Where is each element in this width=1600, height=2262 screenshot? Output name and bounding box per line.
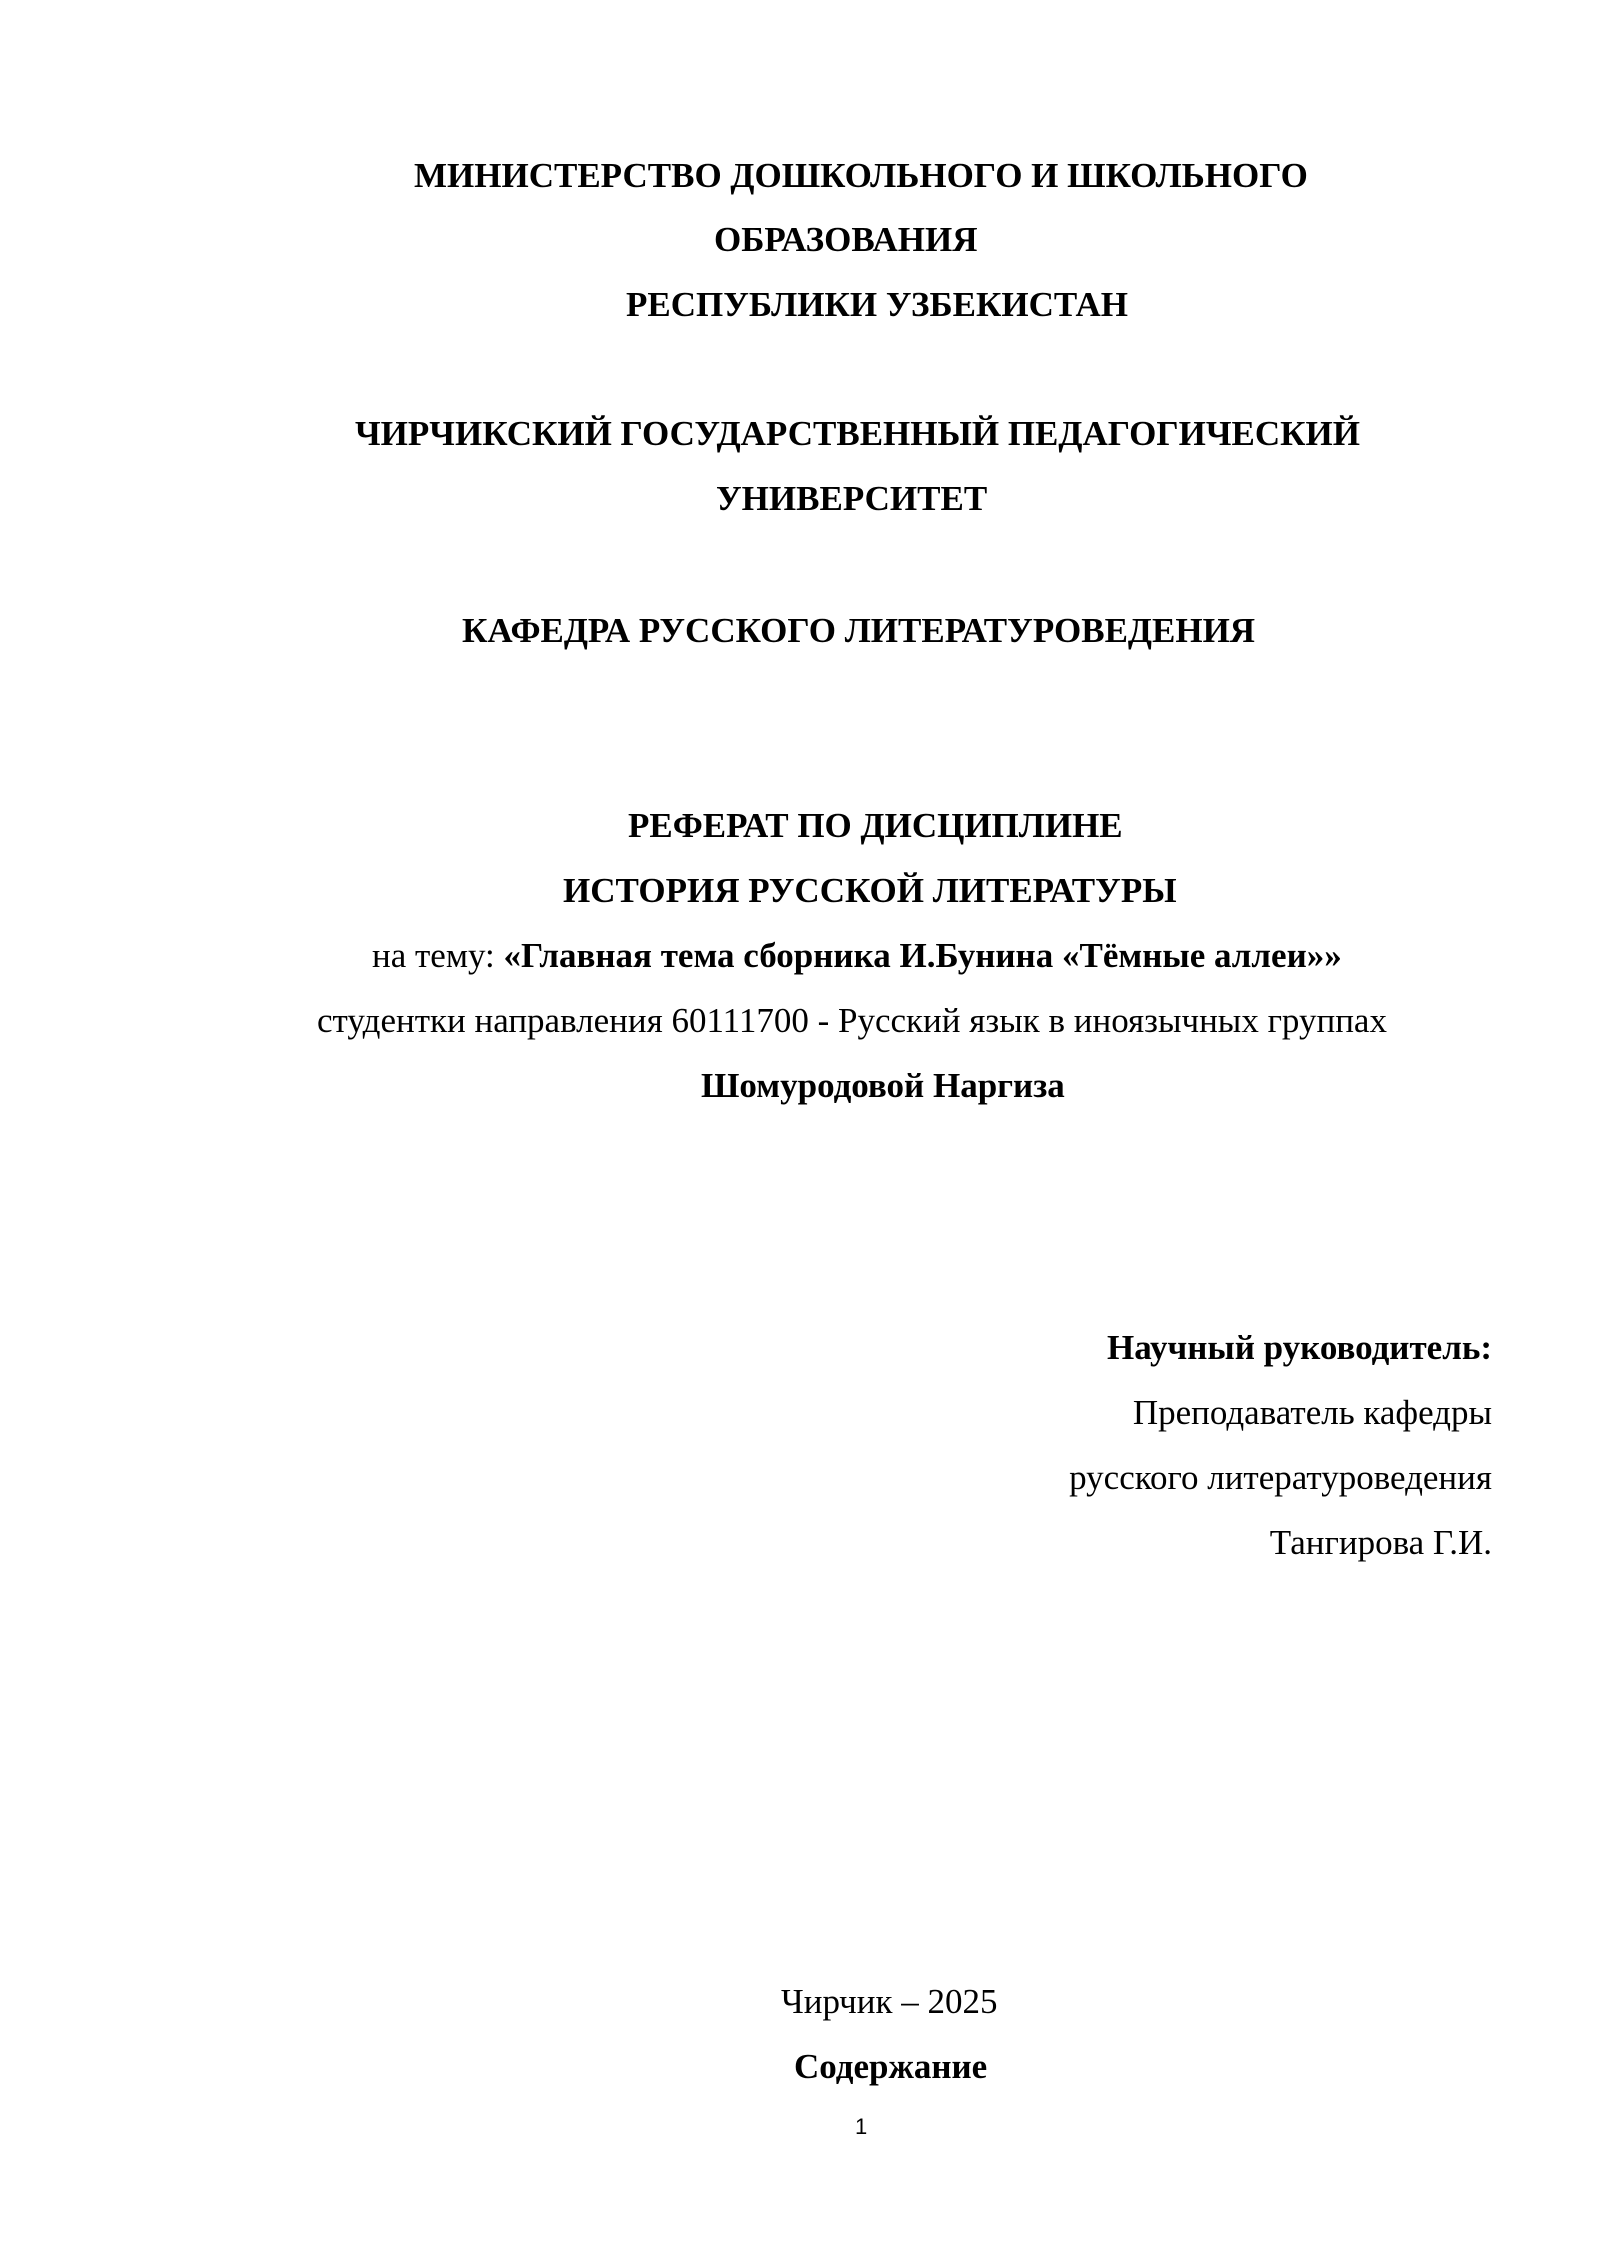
ministry-name-line-2: ОБРАЗОВАНИЯ [714,220,978,259]
university-name-line-1: ЧИРЧИКСКИЙ ГОСУДАРСТВЕННЫЙ ПЕДАГОГИЧЕСКИЙ [355,414,1361,453]
topic-prefix: на тему: [372,936,504,975]
ministry-name-line-1: МИНИСТЕРСТВО ДОШКОЛЬНОГО И ШКОЛЬНОГО [414,156,1308,195]
city-and-year: Чирчик – 2025 [781,1982,998,2021]
university-name-line-2: УНИВЕРСИТЕТ [716,479,988,518]
report-heading-line-2: ИСТОРИЯ РУССКОЙ ЛИТЕРАТУРЫ [563,871,1177,910]
supervisor-name: Тангирова Г.И. [1269,1523,1492,1562]
contents-heading: Содержание [794,2047,988,2086]
student-program-line: студентки направления 60111700 - Русский язык в иноязычных группах [317,1001,1387,1040]
supervisor-label: Научный руководитель: [1107,1328,1492,1367]
report-heading-line-1: РЕФЕРАТ ПО ДИСЦИПЛИНЕ [628,806,1123,845]
page-number: 1 [855,2114,868,2139]
ministry-name-line-3: РЕСПУБЛИКИ УЗБЕКИСТАН [626,285,1128,324]
report-topic [372,938,1342,973]
topic-title: «Главная тема сборника И.Бунина «Тёмные аллеи»» [503,936,1342,975]
department-name: КАФЕДРА РУССКОГО ЛИТЕРАТУРОВЕДЕНИЯ [462,611,1256,650]
supervisor-position-line-1: Преподаватель кафедры [1132,1393,1492,1432]
supervisor-position-line-2: русского литературоведения [1069,1458,1492,1497]
student-name: Шомуродовой Наргиза [701,1066,1065,1105]
